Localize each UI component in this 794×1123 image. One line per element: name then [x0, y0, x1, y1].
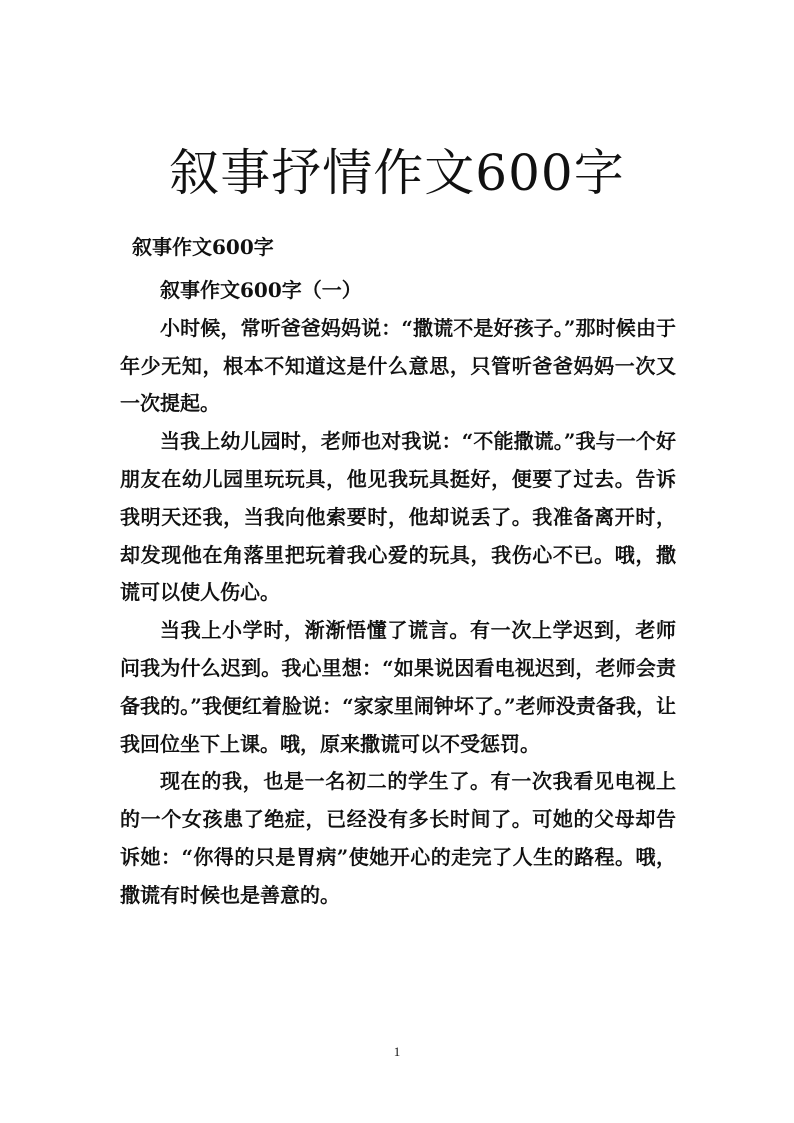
section-heading: 叙事作文600字（一） [160, 278, 362, 302]
document-body [120, 272, 676, 915]
paragraph: 现在的我，也是一名初二的学生了。有一次我看见电视上的一个女孩患了绝症，已经没有多长时间了。可她的父母却告诉她：“你得的只是胃病”使她开心的走完了人生的路程。哦，撒谎有时候也是善意的。 [120, 769, 676, 907]
paragraph: 当我上小学时，渐渐悟懂了谎言。有一次上学迟到，老师问我为什么迟到。我心里想：“如果说因看电视迟到，老师会责备我的。”我便红着脸说：“家家里闹钟坏了。”老师没责备我，让我回位坐下上课。哦，原来撒谎可以不受惩罚。 [120, 618, 676, 756]
page-number: 1 [393, 1044, 401, 1059]
paragraph: 小时候，常听爸爸妈妈说：“撒谎不是好孩子。”那时候由于年少无知，根本不知道这是什么意思，只管听爸爸妈妈一次又一次提起。 [120, 315, 676, 416]
paragraph: 当我上幼儿园时，老师也对我说：“不能撒谎。”我与一个好朋友在幼儿园里玩玩具，他见我玩具挺好，便要了过去。告诉我明天还我，当我向他索要时，他却说丢了。我准备离开时，却发现他在角落里把玩着我心爱的玩具，我伤心不已。哦，撒谎可以使人伤心。 [120, 429, 676, 605]
document-title: 叙事抒情作文600字 [169, 144, 625, 202]
document-subtitle: 叙事作文600字 [132, 235, 274, 259]
